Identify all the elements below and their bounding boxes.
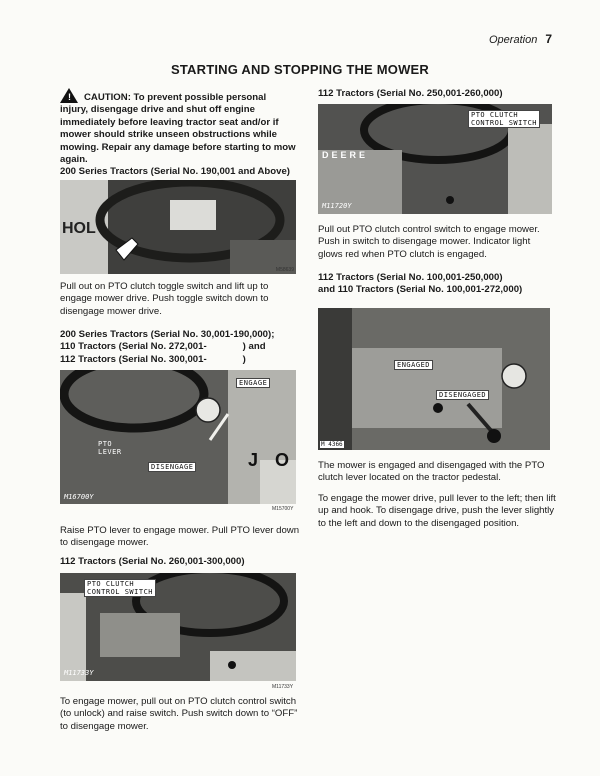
page-number: 7 (545, 32, 552, 46)
left-heading-3: 112 Tractors (Serial No. 260,001-300,000) (60, 556, 245, 567)
left-text-3: To engage mower, pull out on PTO clutch control switch (to unlock) and raise switch. Push switch down to “OFF” to disengage mower. (60, 696, 298, 732)
right-heading-2-line-2: and 110 Tractors (Serial No. 100,001-272,000) (318, 284, 523, 296)
engaged-label: ENGAGED (394, 360, 433, 370)
pto-lever-label: PTO LEVER (98, 440, 122, 456)
left-heading-2 (60, 329, 310, 366)
photo-toggle-switch (60, 180, 296, 274)
warning-icon: ! (60, 88, 78, 103)
left-heading-2-line-3b: ) (242, 353, 246, 365)
caution-text: CAUTION: To prevent possible personal injury, disengage drive and shut off engine immediately before leaving tractor seat and/or if mower should strike unseen obstructions while mowing. Repair any damage before starting to mow again. (60, 92, 296, 166)
photo-pto-clutch-switch-2 (318, 104, 552, 214)
right-heading-2 (318, 272, 562, 297)
photo-code: M16700Y (64, 493, 94, 501)
photo-code: M11720Y (322, 202, 352, 210)
photo-pto-lever-drawing (60, 370, 296, 504)
figure-code: M15700Y (272, 506, 294, 512)
left-text-2: Raise PTO lever to engage mower. Pull PTO lever down to disengage mower. (60, 525, 300, 549)
figure-code: M58639 (275, 267, 294, 273)
pto-clutch-control-switch-label: PTO CLUTCH CONTROL SWITCH (468, 110, 540, 128)
photo-pto-clutch-lever-drawing (318, 308, 550, 450)
caution-notice (60, 88, 296, 166)
left-heading-2-line-2a: 110 Tractors (Serial No. 272,001- (60, 341, 207, 353)
left-heading-2-line-2 (60, 341, 310, 353)
photo-code: M11733Y (64, 669, 94, 677)
figure-code: M11733Y (272, 684, 294, 690)
page-header (489, 32, 552, 46)
left-heading-1: 200 Series Tractors (Serial No. 190,001 and Above) (60, 166, 291, 177)
photo-code: M 4366 (321, 441, 343, 448)
photo-pto-clutch-switch-1 (60, 573, 296, 681)
photo-pto-lever (60, 370, 296, 504)
section-name: Operation (489, 34, 538, 46)
photo-brand-text: HOL (62, 220, 96, 237)
right-text-3: To engage the mower drive, pull lever to the left; then lift up and hook. To disengage drive, push the lever slightly to the left and down to the disengaged position. (318, 493, 556, 529)
engage-label: ENGAGE (236, 378, 270, 388)
left-heading-2-line-2b: ) and (242, 341, 266, 353)
pto-clutch-control-switch-label: PTO CLUTCH CONTROL SWITCH (84, 579, 156, 597)
left-heading-2-line-3a: 112 Tractors (Serial No. 300,001- (60, 353, 207, 365)
photo-pto-clutch-lever (318, 308, 550, 450)
right-text-2: The mower is engaged and disengaged with the PTO clutch lever located on the tractor pedestal. (318, 460, 545, 484)
photo-brand-text: DEERE (322, 150, 369, 160)
disengage-label: DISENGAGE (148, 462, 196, 472)
right-heading-1: 112 Tractors (Serial No. 250,001-260,000) (318, 88, 503, 99)
right-heading-2-line-1: 112 Tractors (Serial No. 100,001-250,000) (318, 272, 503, 283)
right-text-1: Pull out PTO clutch control switch to engage mower. Push in switch to disengage mower. Indicator light glows red when PTO clutch is engaged. (318, 224, 540, 260)
page-title: STARTING AND STOPPING THE MOWER (170, 62, 430, 77)
photo-brand-text: J O (248, 450, 296, 470)
left-heading-2-line-3 (60, 354, 310, 366)
left-heading-2-line-1: 200 Series Tractors (Serial No. 30,001-190,000); (60, 329, 275, 340)
left-text-1: Pull out on PTO clutch toggle switch and lift up to engage mower drive. Push toggle switch down to disengage mower drive. (60, 281, 269, 317)
disengaged-label: DISENGAGED (436, 390, 489, 400)
